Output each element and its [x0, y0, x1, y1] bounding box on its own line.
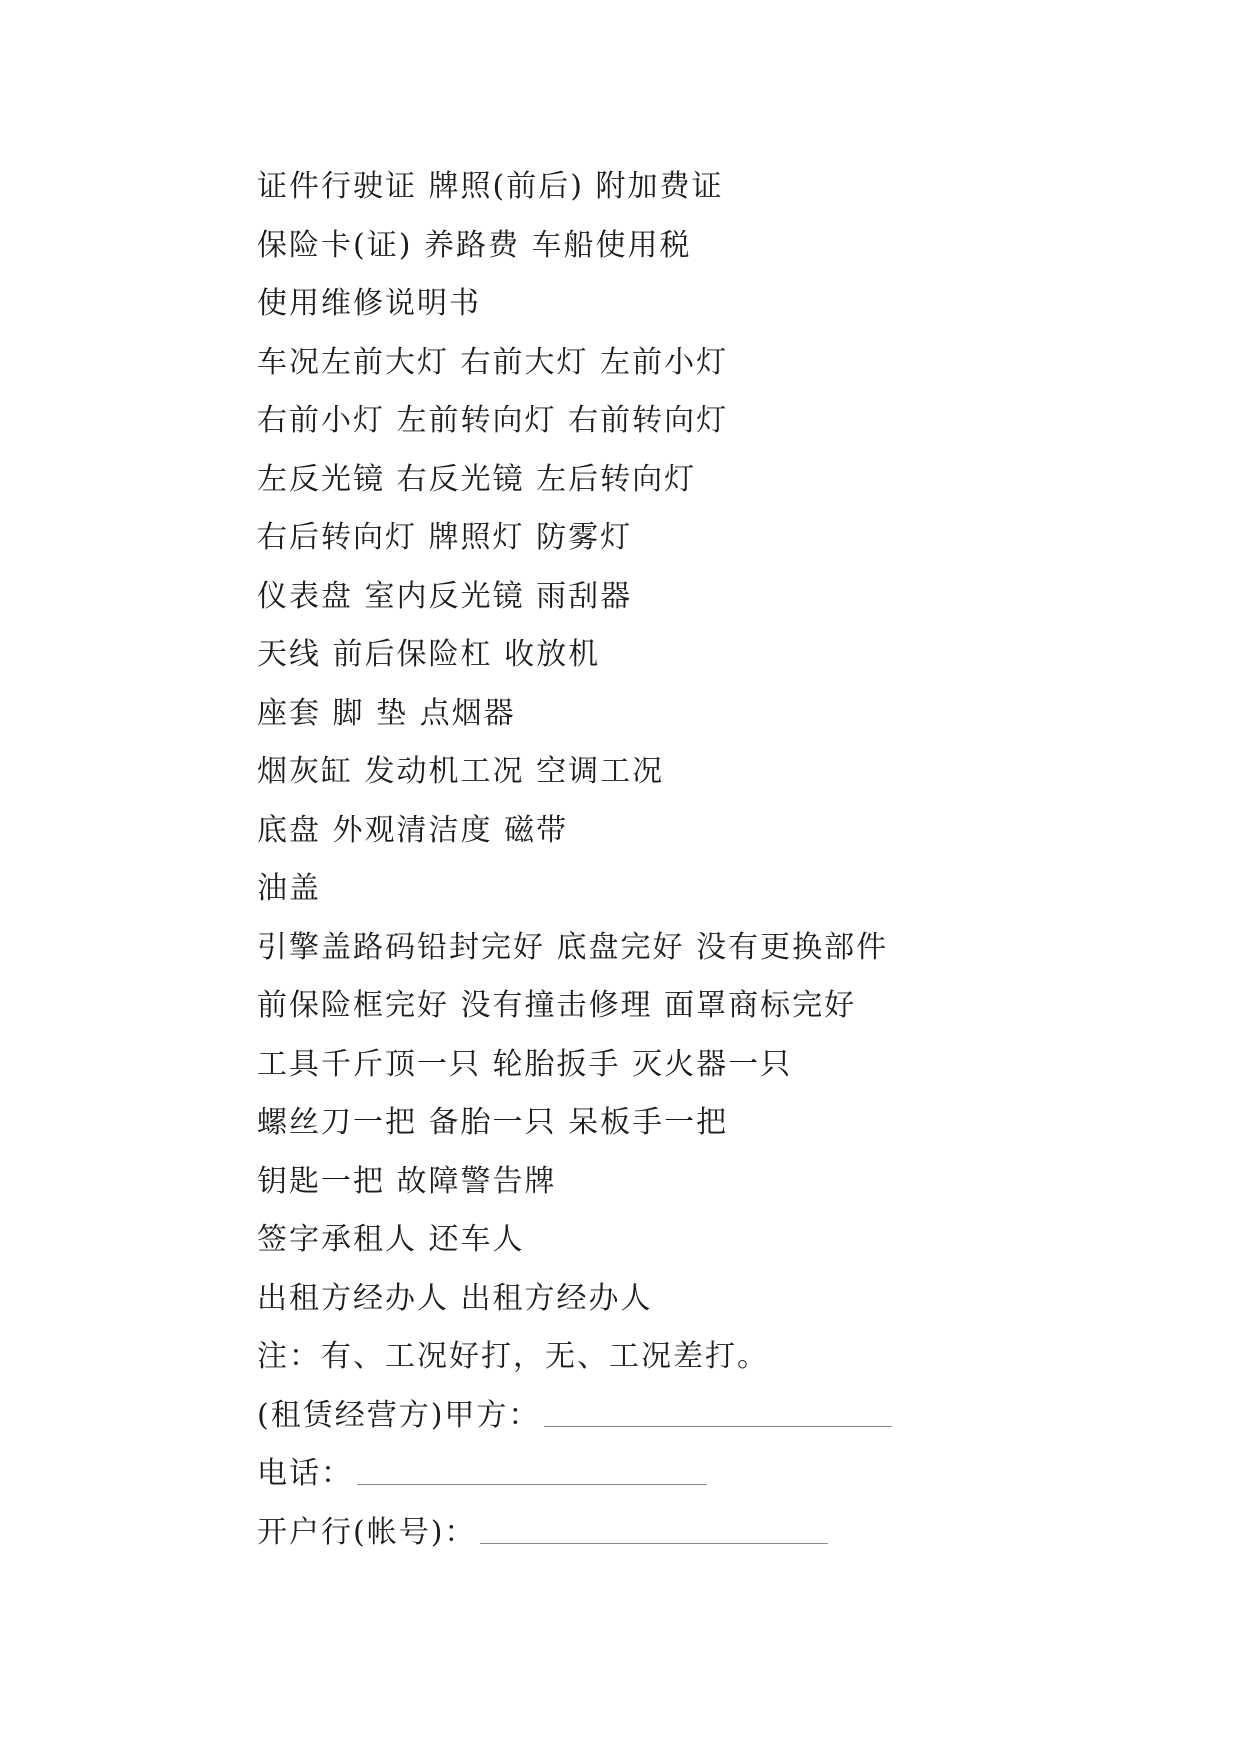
- text-line: 保险卡(证) 养路费 车船使用税: [257, 227, 692, 263]
- text-line: 螺丝刀一把 备胎一只 呆板手一把: [257, 1105, 729, 1140]
- text-line: 前保险框完好 没有撞击修理 面罩商标完好: [257, 988, 857, 1023]
- phone-field: [257, 1445, 1197, 1504]
- party-a-blank: [544, 1425, 892, 1427]
- text-line: 油盖: [257, 871, 321, 906]
- text-line: 右前小灯 左前转向灯 右前转向灯: [257, 403, 729, 438]
- bank-account-blank: [480, 1542, 828, 1544]
- text-line: 引擎盖路码铅封完好 底盘完好 没有更换部件: [257, 929, 889, 965]
- text-line: 底盘 外观清洁度 磁带: [257, 812, 569, 848]
- note-line: 注：有、工况好打，无、工况差打。: [257, 1339, 769, 1374]
- text-line: 证件行驶证 牌照(前后) 附加费证: [257, 169, 724, 204]
- text-line: 左反光镜 右反光镜 左后转向灯: [257, 461, 697, 497]
- text-line: 右后转向灯 牌照灯 防雾灯: [257, 520, 633, 555]
- text-line: 签字承租人 还车人: [257, 1222, 525, 1257]
- document-body: [257, 158, 1197, 1562]
- bank-account-field: [257, 1504, 1197, 1563]
- text-line: 座套 脚 垫 点烟器: [257, 695, 516, 731]
- text-line: 仪表盘 室内反光镜 雨刮器: [257, 578, 633, 614]
- text-line: 天线 前后保险杠 收放机: [257, 637, 601, 672]
- text-line: 车况左前大灯 右前大灯 左前小灯: [257, 344, 729, 380]
- text-line: 使用维修说明书: [257, 286, 481, 321]
- text-line: 出租方经办人 出租方经办人: [257, 1280, 653, 1316]
- bank-account-label: 开户行(帐号)：: [257, 1514, 477, 1550]
- text-line: 烟灰缸 发动机工况 空调工况: [257, 754, 665, 789]
- phone-blank: [357, 1483, 707, 1485]
- text-line: 工具千斤顶一只 轮胎扳手 灭火器一只: [257, 1046, 793, 1082]
- phone-label: 电话：: [257, 1456, 353, 1491]
- party-a-field: [257, 1387, 1197, 1446]
- text-line: 钥匙一把 故障警告牌: [257, 1163, 557, 1199]
- party-a-label: (租赁经营方)甲方：: [257, 1397, 541, 1433]
